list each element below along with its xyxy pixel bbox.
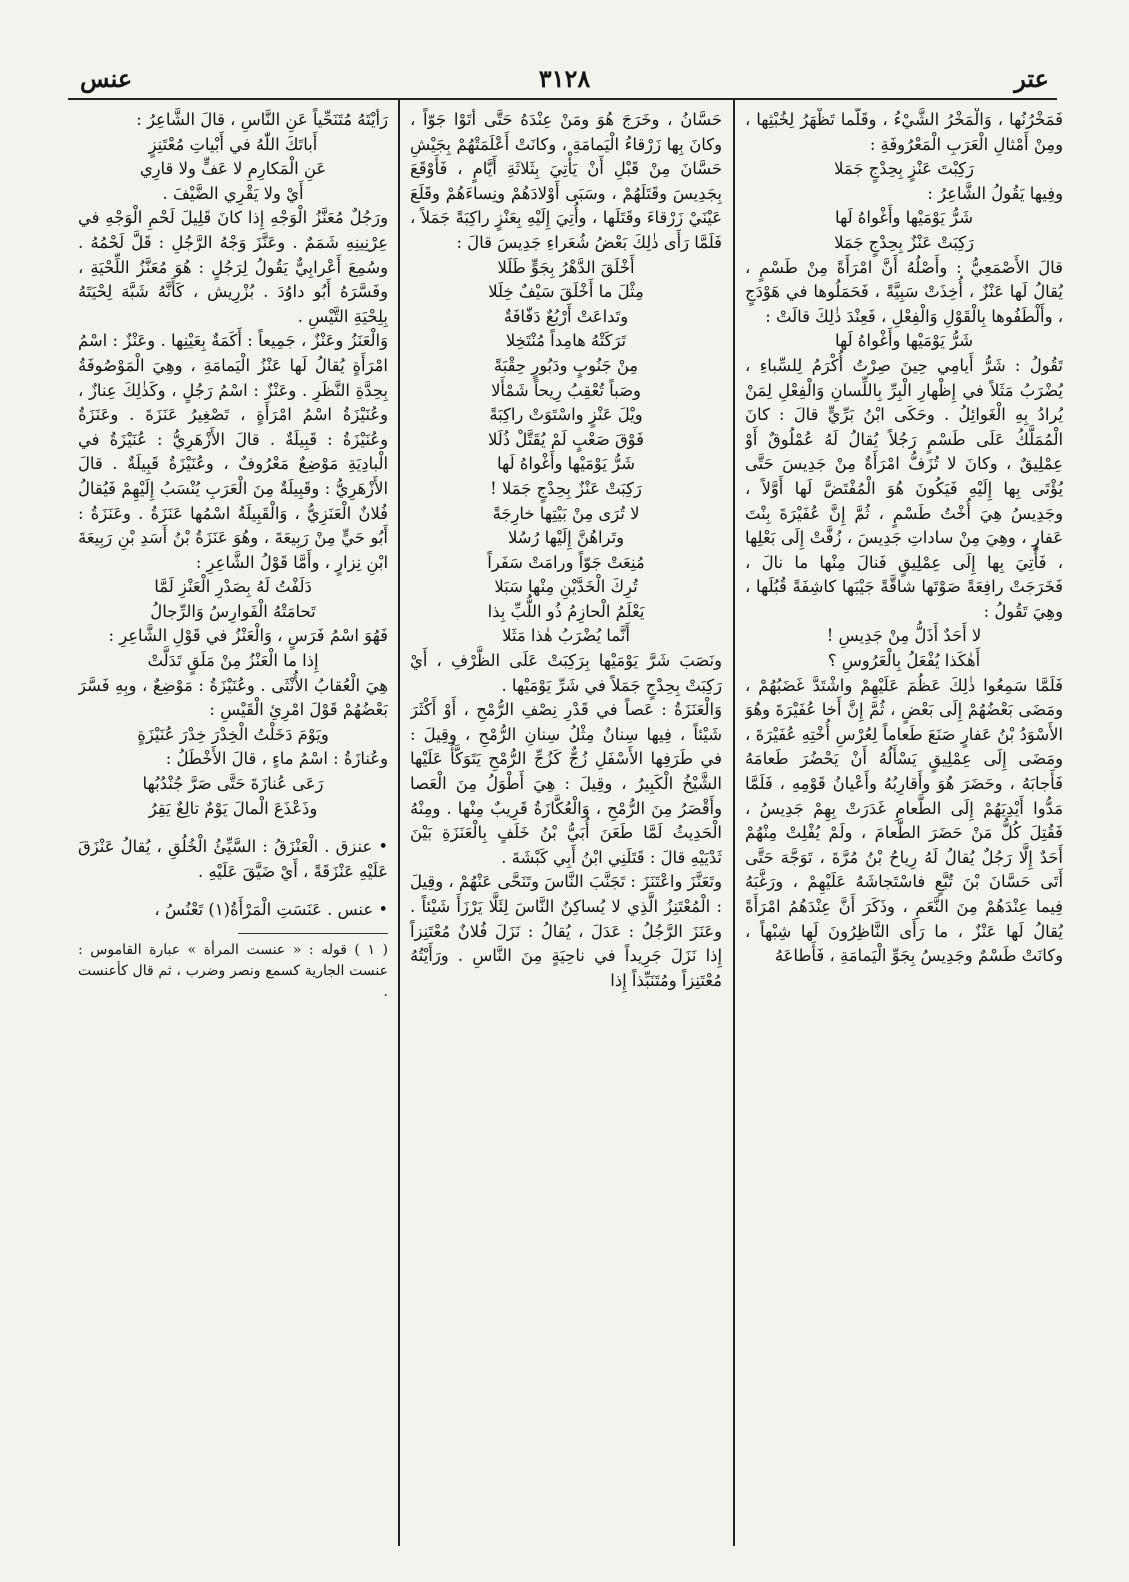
entry-gap xyxy=(78,884,388,898)
verse-line: وذَعْذَعَ الْمالَ يَوْمٌ تالِعٌ يَقِرُ xyxy=(148,798,318,818)
entry-paragraph: تَقُولُ : شَرُّ أَيامِي حِينَ صِرْتُ أُكْرَمُ لِلسِّباءِ ، يُضْرَبُ مَثَلاً في إِظْهارِ الْبِرِّ بِاللِّسانِ وَالْفِعْلِ لِمَنْ يُرادُ بِهِ الْغَوائِلُ . وحَكَى ابْنُ بَرِّيٍّ قالَ : كانَ الْمُمَلَّكُ عَلَى طَسْمٍ رَجُلاً يُقالُ لَهُ عُمْلُوقٌ أَوْ عِمْلِيقٌ ، وكانَ لا تُزَفُّ امْرَأَةٌ مِنْ جَدِيسَ حَتَّى يُؤْتَى بِها إِلَيْهِ فَيَكُونَ هُوَ الْمُفْتَضَّ لَها أَوَّلاً ، وجَدِيسُ هِيَ أُخْتُ طَسْمٍ ، ثُمَّ إِنَّ عُفَيْرَةَ بِنْتَ عَفارٍ ، وهِيَ مِنْ ساداتِ جَدِيسَ ، زُفَّتْ إِلَى بَعْلِها ، فَأُتِيَ بِها إِلَى عِمْلِيقٍ فَنالَ مِنْها ما نالَ ، فَخَرَجَتْ رافِعَةً صَوْتَها شاقَّةً جَيْبَها كاشِفَةً قُبُلَها ، وهِيَ تَقُولُ : xyxy=(745,355,1063,621)
entry-paragraph: حَسَّانُ ، وخَرَجَ هُوَ ومَنْ عِنْدَهُ حَتَّى أَتَوْا جَوّاً ، وكانَ بِها زَرْقاءُ الْيَمامَةِ ، وكانَتْ أَعْلَمَتْهُمْ بِجَيْشِ حَسَّانَ مِنْ قَبْلِ أَنْ يَأْتِيَ بِثَلاثَةِ أَيَّامٍ ، فَأَوْقَعَ بِجَدِيسَ وقَتَلَهُمْ ، وسَبَى أَوْلادَهُمْ ونِساءَهُمْ وقَلَعَ عَيْنَيْ زَرْقاءَ وقَتَلَها ، وأُتِيَ إِلَيْهِ بِعَنْزٍ راكِبَةً جَمَلاً ، فَلَمَّا رَأَى ذٰلِكَ بَعْضُ شُعَراءِ جَدِيسَ قالَ : xyxy=(410,110,722,252)
verse-line: وتَراهُنَّ إِلَيْها رُسُلا xyxy=(507,528,625,548)
column-left xyxy=(78,108,388,1542)
header-root-left: عنس xyxy=(80,64,133,93)
entry-paragraph: هِيَ الْعُقابُ الأُنْثَى . وعُنَيْزَةُ : مَوْضِعٌ ، وبِهِ فَسَّرَ بَعْضُهُمْ قَوْلَ امْرِئِ الْقَيْسِ : xyxy=(78,675,388,720)
page-header xyxy=(70,64,1059,98)
header-root-right: عتر xyxy=(1014,64,1049,93)
verse-line: وصَباً تُعْقِبُ رِيحاً شَمْأَلا xyxy=(491,380,641,400)
verse-line: أَنَّما يُضْرَبُ هٰذا مَثَلا xyxy=(502,626,630,646)
verse-line: لا أَحَدٌ أَذَلُّ مِنْ جَدِيسِ ! xyxy=(826,626,982,646)
entry-paragraph: فَهُوَ اسْمُ فَرَسٍ ، وَالْعَنْزُ في قَوْلِ الشَّاعِرِ : xyxy=(108,626,388,646)
verse-line: رَكِبَتْ عَنْزٌ بِحِدْجٍ جَمَلا xyxy=(834,232,974,252)
entry-paragraph: وعُنازَةُ : اسْمُ ماءٍ ، قالَ الأَخْطَلُ : xyxy=(165,749,388,769)
entry-paragraph: • عنس . عَنَسَتِ الْمَرْأَةُ(١) تَعْنُسُ ، xyxy=(154,900,388,920)
verse-line: شَرُّ يَوْمَيْها وأَغْواهُ لَها xyxy=(835,208,973,228)
entry-paragraph: رَأَيْتَهُ مُتَنَحِّياً عَنِ النَّاسِ ، قالَ الشَّاعِرُ : xyxy=(136,110,388,129)
entry-paragraph: وَالْعَنَزُ وعَنْزٌ ، جَمِيعاً : أَكَمَةٌ بِعَيْنِها . وعَنْزٌ : اسْمُ امْرَأَةٍ يُقالُ لَها عَنْزُ الْيَمامَةِ ، وهِيَ الْمَوْصُوفَةُ بِحِدَّةِ النَّظَرِ . وعَنْزٌ : اسْمُ رَجُلٍ ، وكَذٰلِكَ عِنازٌ ، وعُنَيْزَةُ اسْمُ امْرَأَةٍ ، تَصْغِيرُ عَنَزَةَ . وعَنَزَةُ وعُنَيْزَةُ : قَبِيلَةٌ . قالَ الأَزْهَرِيُّ : عُنَيْزَةُ في الْبادِيَةِ مَوْضِعٌ مَعْرُوفٌ ، وعُنَيْزَةُ قَبِيلَةٌ . قالَ الأَزْهَرِيُّ : وقَبِيلَةٌ مِنَ الْعَرَبِ يُنْسَبُ إِلَيْهِمْ فَيُقالُ فُلانٌ الْعَنَزِيُّ ، وَالْقَبِيلَةُ اسْمُها عَنَزَةُ . وعَنَزَةُ : أَبُو حَيٍّ مِنْ رَبِيعَةَ ، وهُوَ عَنَزَةُ بْنُ أَسَدِ بْنِ رَبِيعَةَ ابْنِ نِزارٍ ، وأَمَّا قَوْلُ الشَّاعِرِ : xyxy=(78,331,388,572)
verse-line: وتَداعَتْ أَرْبُعٌ دَفّافَةٌ xyxy=(503,306,629,326)
entry-paragraph: وَالْعَنَزَةُ : عَصاً في قَدْرِ نِصْفِ الرُّمْحِ ، أَوْ أَكْثَرَ شَيْئاً ، فِيها سِنانٌ مِثْلُ سِنانِ الرُّمْحِ ، وقِيلَ : في طَرَفِها الأَسْفَلِ زُجٌّ كَزُجِّ الرُّمْحِ يَتَوَكَّأُ عَلَيْها الشَّيْخُ الْكَبِيرُ ، وقِيلَ : هِيَ أَطْوَلُ مِنَ الْعَصا وأَقْصَرُ مِنَ الرُّمْحِ ، وَالْعُكَّازَةُ قَرِيبٌ مِنْها . ومِنْهُ الْحَدِيثُ لَمَّا طَعَنَ أُبَيُّ بْنُ خَلَفٍ بِالْعَنَزَةِ بَيْنَ ثَدْيَيْهِ قالَ : قَتَلَنِي ابْنُ أَبِي كَبْشَةَ . xyxy=(410,700,722,867)
verse-line: تَحامَتْهُ الْفَوارِسُ وَالرِّجالُ xyxy=(150,601,316,621)
verse-line: تَرَكَتْهُ هامِداً مُنْتَخِلا xyxy=(505,331,627,351)
column-right xyxy=(745,108,1063,1542)
verse-line: ويْلَ عَنْزٍ واسْتَوَتْ راكِبَةً xyxy=(489,405,643,425)
verse-line: أَهٰكَذا يُفْعَلُ بِالْعَرُوسِ ؟ xyxy=(827,651,981,671)
verse-line: أَباتَكَ اللّٰهُ في أَبْياتِ مُعْتَنِزٍ xyxy=(148,134,318,154)
verse-line: تُرِكَ الْخَدَّيْنِ مِنْها سَبَلا xyxy=(494,577,638,597)
entry-paragraph: وتَعَنَّزَ واعْتَنَزَ : تَجَنَّبَ النَّاسَ وتَنَحَّى عَنْهُمْ ، وقِيلَ : الْمُعْتَنِزُ الَّذِي لا يُساكِنُ النَّاسَ لِئَلَّا يَرْزَأَ شَيْئاً . وعَنَزَ الرَّجُلُ : عَدَلَ ، يُقالُ : نَزَلَ فُلانٌ مُعْتَنِزاً إِذا نَزَلَ جَرِيداً في ناحِيَةٍ مِنَ النَّاسِ . ورَأَيْتُهُ مُعْتَنِزاً ومُتَنَبِّذاً إِذا xyxy=(410,872,722,990)
entry-paragraph: وفِيها يَقُولُ الشَّاعِرُ : xyxy=(927,183,1063,203)
verse-line: شَرُّ يَوْمَيْها وأَغْواهُ لَها xyxy=(497,454,635,474)
entry-paragraph: قالَ الأَصْمَعِيُّ : وأَصْلُهُ أَنَّ امْرَأَةً مِنْ طَسْمٍ ، يُقالُ لَها عَنْزٌ ، أُخِذَتْ سَبِيَّةً ، فَحَمَلُوها في هَوْدَجٍ ، وأَلْطَفُوها بِالْقَوْلِ وَالْفِعْلِ ، فَعِنْدَ ذٰلِكَ قالَتْ : xyxy=(745,257,1063,326)
verse-line: لا تُرَى مِنْ بَيْتِها خارِجَةً xyxy=(492,503,640,523)
entry-paragraph: فَلَمَّا سَمِعُوا ذٰلِكَ عَظُمَ عَلَيْهِمْ واشْتَدَّ غَضَبُهُمْ ، ومَضَى بَعْضُهُمْ إِلَى بَعْضٍ ، ثُمَّ إِنَّ أَخا عُفَيْرَةَ وهُوَ الأَسْوَدُ بْنُ عَفارٍ صَنَعَ طَعاماً لِعُرْسِ أُخْتِهِ عُفَيْرَةَ ، ومَضَى إِلَى عِمْلِيقٍ يَسْأَلُهُ أَنْ يَحْضُرَ طَعامَهُ فَأَجابَهُ ، وحَضَرَ هُوَ وأَقارِبُهُ وأَعْيانُ قَوْمِهِ ، فَلَمَّا مَدُّوا أَيْدِيَهُمْ إِلَى الطَّعامِ غَدَرَتْ بِهِمْ جَدِيسُ ، فَقُتِلَ كُلُّ مَنْ حَضَرَ الطَّعامَ ، ولَمْ يُفْلِتْ مِنْهُمْ أَحَدٌ إِلَّا رَجُلٌ يُقالُ لَهُ رِياحُ بْنُ مُرَّةَ ، تَوَجَّهَ حَتَّى أَتَى حَسَّانَ بْنَ تُبَّعٍ فاسْتَجاشَهُ عَلَيْهِمْ ، ورَغَّبَهُ فِيما عِنْدَهُمْ مِنَ النَّعَمِ ، وذَكَرَ أَنَّ عِنْدَهُمُ امْرَأَةً يُقالُ لَها عَنْزٌ ، ما رَأَى النَّاظِرُونَ لَها شِبْهاً ، وكانَتْ طَسْمٌ وجَدِيسُ بِجَوِّ الْيَمامَةِ ، فَأَطاعَهُ xyxy=(745,675,1063,966)
verse-line: عَنِ الْمَكارِمِ لا عَفٍّ ولا قارِي xyxy=(139,159,327,179)
column-middle xyxy=(410,108,722,1542)
verse-line: يَعْلَمُ الْحازِمُ ذُو اللُّبِّ بِذا xyxy=(487,601,645,621)
verse-line: إِذا ما الْعَنْزُ مِنْ مَلَقٍ تَدَلَّتْ xyxy=(147,651,319,671)
page-number: ٣١٢٨ xyxy=(538,64,591,93)
verse-line: أَيْ ولا يَقْرِي الضَّيْفَ . xyxy=(162,183,304,203)
verse-line: دَلَفْتُ لَهُ بِصَدْرِ الْعَنْزِ لَمَّا xyxy=(154,577,312,597)
entry-gap xyxy=(78,821,388,835)
verse-line: رَعَى عُنازَةَ حَتَّى صَرَّ جُنْدُبُها xyxy=(142,774,324,794)
verse-line: مِثْلَ ما أَخْلَقَ سَيْفٌ خِلَلا xyxy=(488,282,644,302)
verse-line: ويَوْمَ دَخَلْتُ الْخِدْرَ خِدْرَ عُنَيْزَةٍ xyxy=(137,724,329,744)
footnote-rule xyxy=(238,933,388,934)
entry-paragraph: ونَصَبَ شَرَّ يَوْمَيْها بِرَكِبَتْ عَلَى الظَّرْفِ ، أَيْ رَكِبَتْ بِحِدْجٍ جَمَلاً في شَرِّ يَوْمَيْها . xyxy=(410,651,722,695)
verse-line: مِنْ جَنُوبٍ ودَبُورٍ حِقْبَةً xyxy=(493,355,639,375)
verse-line: أَخْلَقَ الدَّهْرُ بِجَوٍّ طَلَلا xyxy=(497,257,635,277)
verse-line: رَكِبَتْ عَنْزٌ بِحِدْجٍ جَمَلا ! xyxy=(490,478,642,498)
entry-paragraph: ورَجُلٌ مُعَنَّزُ الْوَجْهِ إِذا كانَ قَلِيلَ لَحْمِ الْوَجْهِ في عِرْنِينِهِ شَمَمٌ . وعَنَّزَ وَجْهُ الرَّجُلِ : قَلَّ لَحْمُهُ . وسُمِعَ أَعْرابِيٌّ يَقُولُ لِرَجُلٍ : هُوَ مُعَنَّزُ اللِّحْيَةِ ، وفَسَّرَهُ أَبُو داوُدَ . بُزْرِيش ، كَأَنَّهُ شَبَّهَ لِحْيَتَهُ بِلِحْيَةِ التَّيْسِ . xyxy=(78,208,388,326)
verse-line: فَوْقَ صَعْبٍ لَمْ يُقَتَّلْ ذُلَلا xyxy=(488,429,644,449)
verse-line: شَرُّ يَوْمَيْها وأَغْواهُ لَها xyxy=(835,331,973,351)
column-divider-left xyxy=(398,100,400,1546)
verse-line: رَكِبْتَ عَنْزٍ بِحِدْجٍ جَمَلا xyxy=(834,159,974,179)
entry-paragraph: • عنزق . الْعَنْزَقُ : السَّيِّئُ الْخُلُقِ ، يُقالُ عَنْزَقَ عَلَيْهِ عَنْزَقَةً ، أَيْ ضَيَّقَ عَلَيْهِ . xyxy=(78,837,388,881)
header-rule xyxy=(68,98,1057,100)
entry-paragraph: فَمَخْرُنُها ، وَالْمَخْرُ الشَّيْءُ ، وقَلَّما تَظْهَرُ لِخُبْثِها ، ومِنْ أَمْثالِ الْعَرَبِ الْمَعْرُوفَةِ : xyxy=(745,110,1063,154)
verse-line: مُنِعَتْ جَوّاً ورامَتْ سَفَراً xyxy=(487,552,645,572)
column-divider-right xyxy=(733,100,735,1546)
footnote: ( ١ ) قوله : « عنست المرأة » عبارة القاموس : عنست الجارية كسمع ونصر وضرب ، ثم قال كأعنست . xyxy=(78,942,388,1000)
